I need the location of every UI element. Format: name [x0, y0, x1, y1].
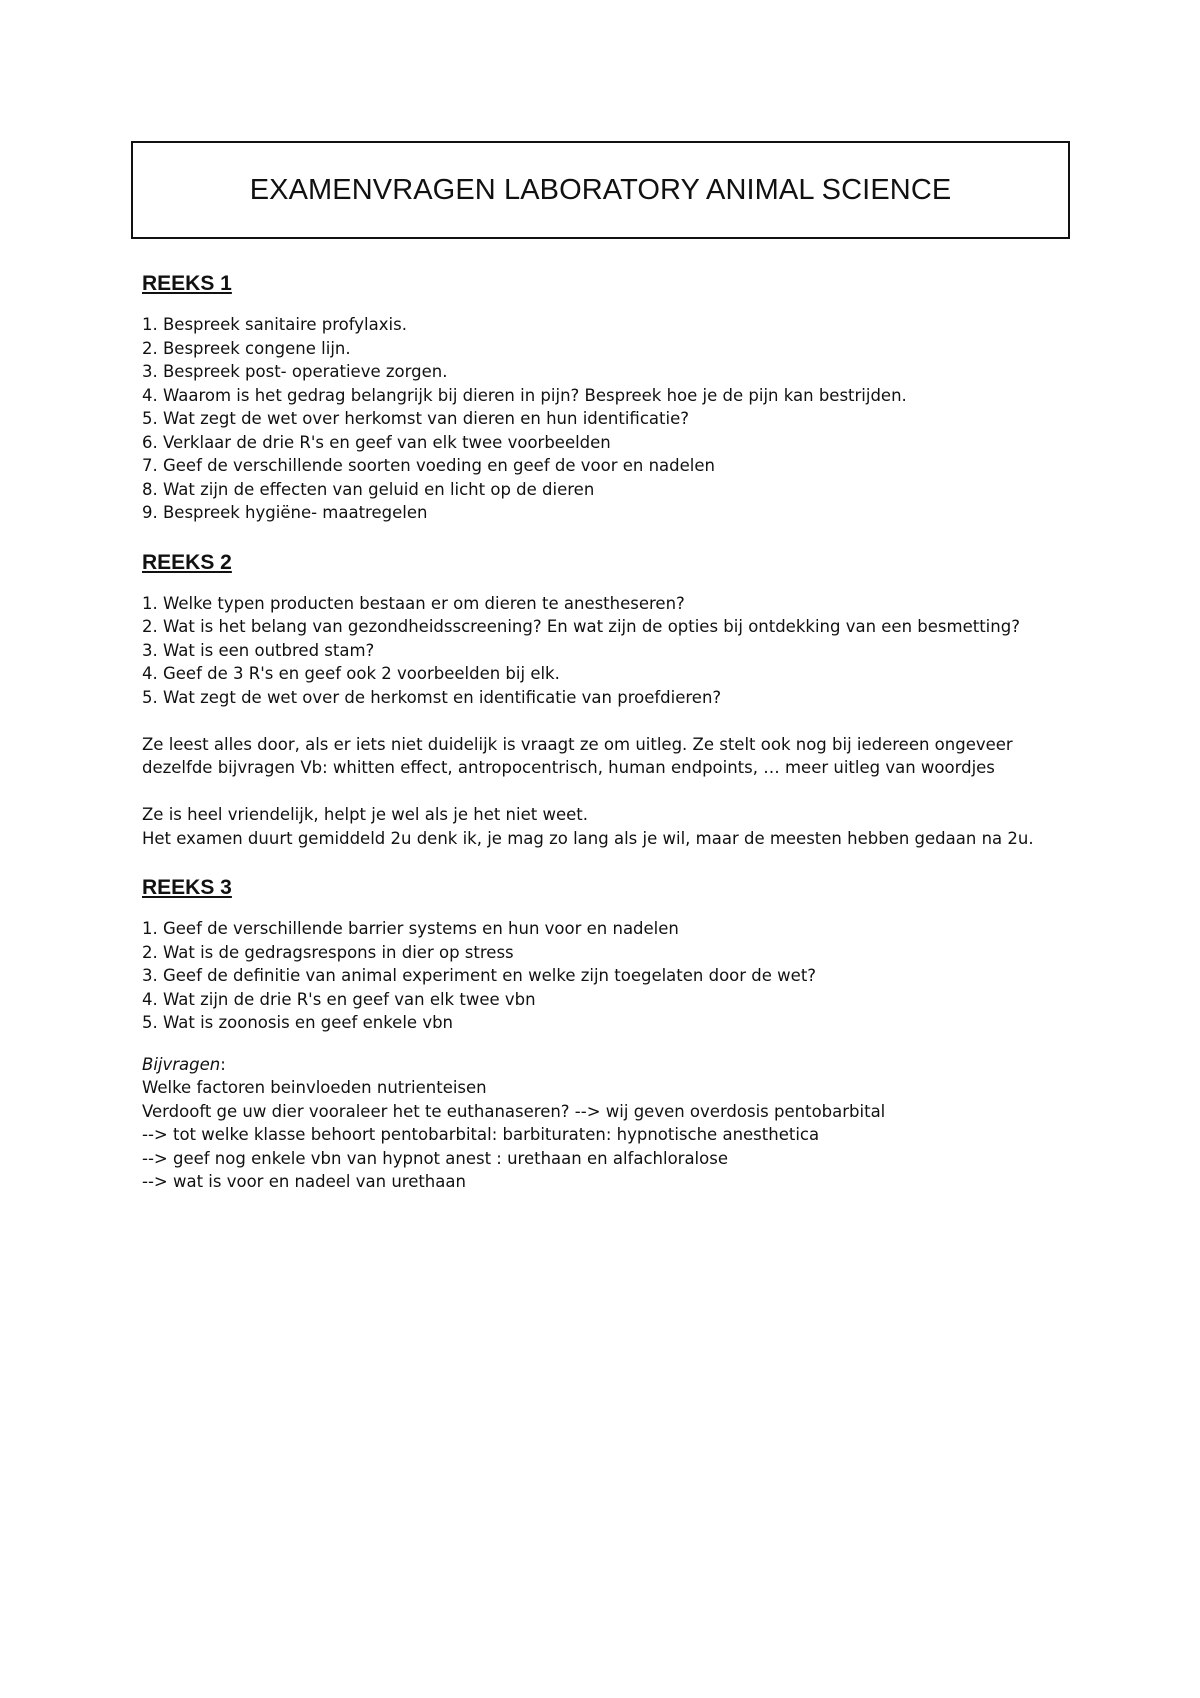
spacer [142, 709, 1067, 733]
list-item: 1. Bespreek sanitaire profylaxis. [142, 315, 407, 334]
bijvraag-line: --> tot welke klasse behoort pentobarbital: barbituraten: hypnotische anesthetica [142, 1125, 820, 1144]
list-item: 3. Geef de definitie van animal experiment en welke zijn toegelaten door de wet? [142, 966, 817, 985]
list-item: 5. Wat zegt de wet over herkomst van dieren en hun identificatie? [142, 409, 689, 428]
bijvraag-line: --> geef nog enkele vbn van hypnot anest : urethaan en alfachloralose [142, 1148, 728, 1168]
list-item: 2. Wat is de gedragsrespons in dier op stress [142, 942, 514, 962]
bijvraag-line: Verdooft ge uw dier vooraleer het te euthanaseren? --> wij geven overdosis pentobarbital [142, 1101, 886, 1121]
spacer [142, 780, 1067, 804]
list-item: 7. Geef de verschillende soorten voeding en geef de voor en nadelen [142, 456, 715, 475]
bijvragen-heading [142, 1053, 1067, 1077]
bijvragen-label: Bijvragen [142, 1054, 221, 1074]
bijvraag-line: --> wat is voor en nadeel van urethaan [142, 1172, 466, 1191]
list-item: 1. Geef de verschillende barrier systems en hun voor en nadelen [142, 919, 679, 938]
bijvragen-colon: : [220, 1054, 226, 1074]
bijvraag-line: Welke factoren beinvloeden nutrienteisen [142, 1078, 487, 1097]
list-item: 2. Wat is het belang van gezondheidsscreening? En wat zijn de opties bij ontdekking van een besmetting? [142, 617, 1020, 636]
spacer [142, 525, 1067, 543]
spacer [142, 850, 1067, 868]
list-item: 3. Wat is een outbred stam? [142, 640, 375, 660]
list-item: 3. Bespreek post- operatieve zorgen. [142, 362, 448, 381]
spacer [142, 1035, 1067, 1053]
section-heading-reeks-2: REEKS 2 [142, 550, 232, 574]
question-list-reeks-2 [142, 592, 1067, 710]
list-item: 6. Verklaar de drie R's en geef van elk twee voorbeelden [142, 432, 611, 452]
list-item: 4. Wat zijn de drie R's en geef van elk twee vbn [142, 989, 536, 1009]
list-item: 5. Wat is zoonosis en geef enkele vbn [142, 1013, 454, 1032]
section-heading-reeks-1: REEKS 1 [142, 272, 232, 295]
title-box [131, 141, 1070, 239]
question-list-reeks-3 [142, 917, 1067, 1035]
exam-note-paragraph: Ze is heel vriendelijk, helpt je wel als je het niet weet. [142, 805, 588, 824]
question-list-reeks-1 [142, 313, 1067, 525]
list-item: 4. Waarom is het gedrag belangrijk bij dieren in pijn? Bespreek hoe je de pijn kan bestrijden. [142, 385, 907, 405]
exam-note-paragraph: Ze leest alles door, als er iets niet duidelijk is vraagt ze om uitleg. Ze stelt ook nog bij iedereen ongeveer dezelfde bijvragen Vb: whitten effect, antropocentrisch, human endpoints, … meer uitleg van woordjes [142, 734, 1013, 777]
list-item: 4. Geef de 3 R's en geef ook 2 voorbeelden bij elk. [142, 664, 560, 683]
document-title: EXAMENVRAGEN LABORATORY ANIMAL SCIENCE [249, 173, 952, 206]
list-item: 1. Welke typen producten bestaan er om dieren te anestheseren? [142, 593, 685, 613]
list-item: 9. Bespreek hygiëne- maatregelen [142, 503, 428, 522]
document-content [142, 264, 1067, 1194]
section-heading-reeks-3: REEKS 3 [142, 876, 232, 899]
list-item: 2. Bespreek congene lijn. [142, 338, 351, 358]
exam-note-paragraph: Het examen duurt gemiddeld 2u denk ik, je mag zo lang als je wil, maar de meesten hebben gedaan na 2u. [142, 828, 1034, 848]
list-item: 5. Wat zegt de wet over de herkomst en identificatie van proefdieren? [142, 687, 722, 707]
list-item: 8. Wat zijn de effecten van geluid en licht op de dieren [142, 479, 595, 499]
